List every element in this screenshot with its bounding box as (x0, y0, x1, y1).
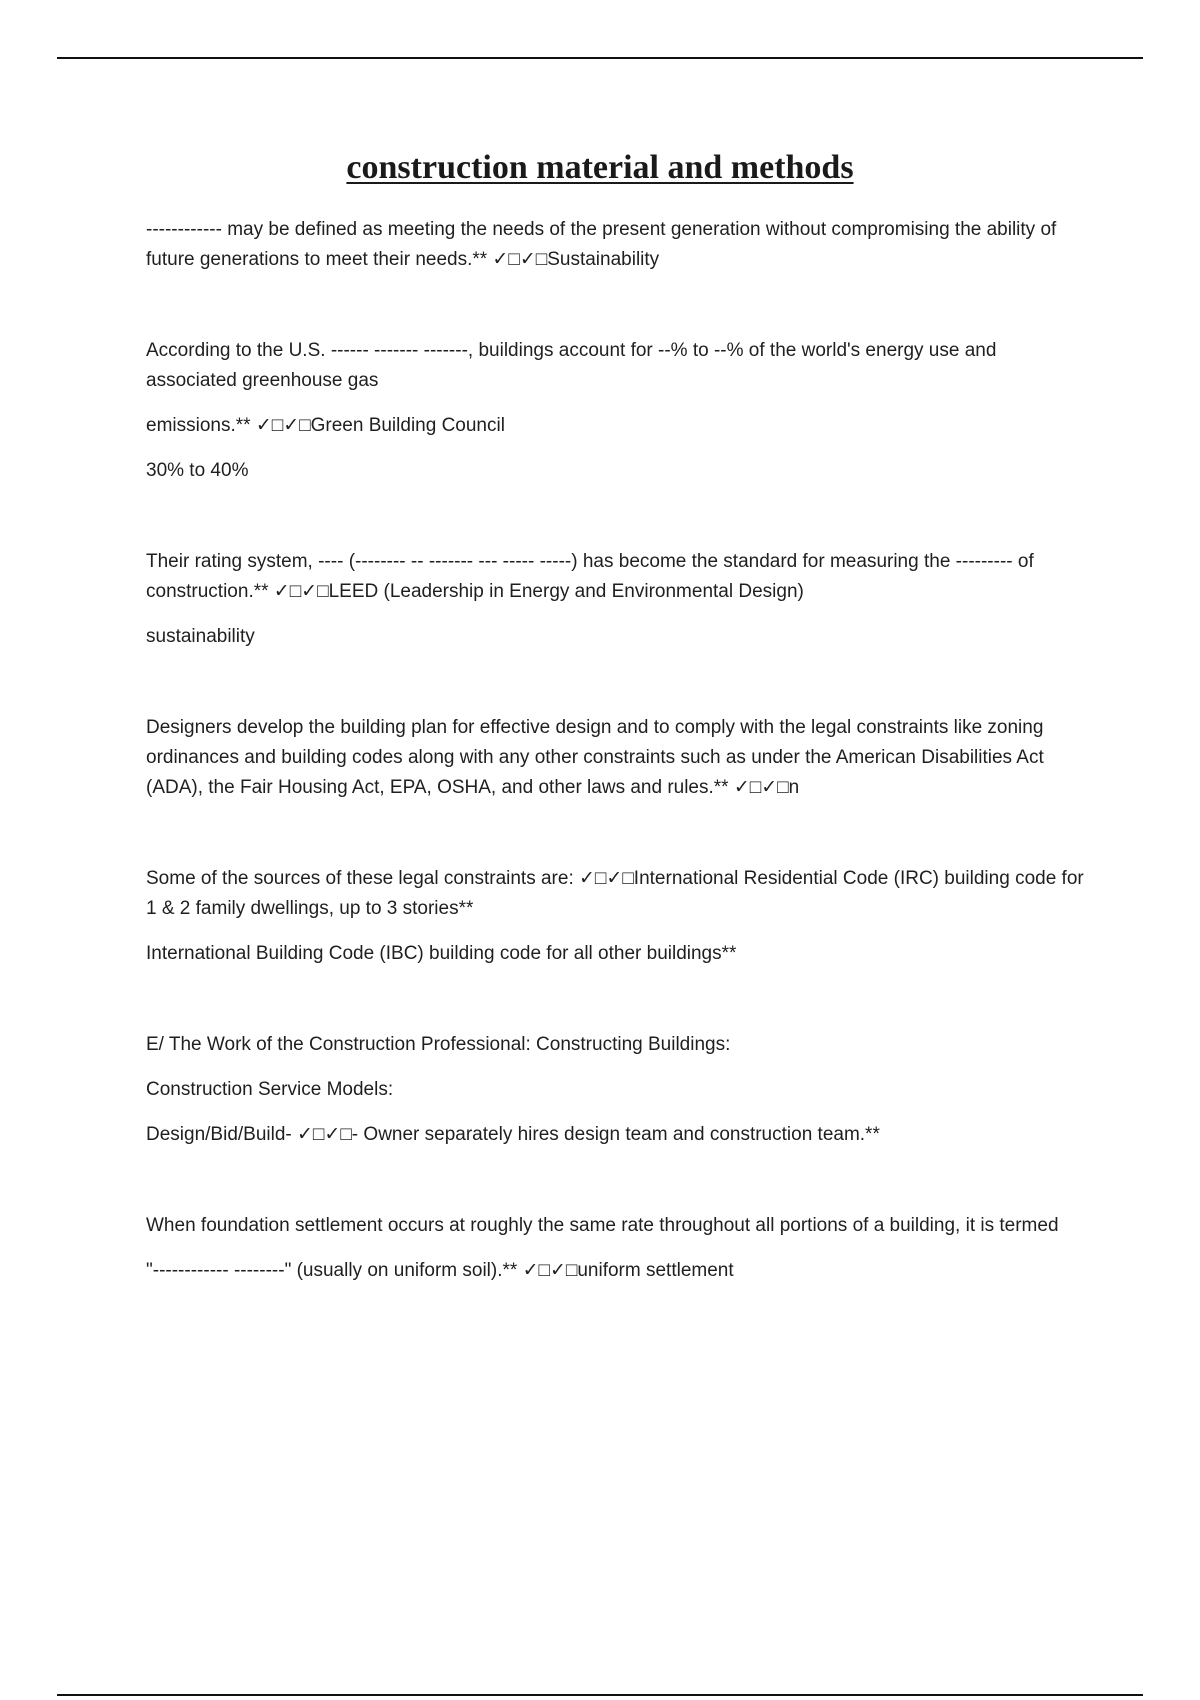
paragraph-sustainability-question: ------------ may be defined as meeting the needs of the present generation without compromising the ability of future generations to meet their needs.** ✓□✓□Sustainability (146, 219, 1057, 270)
paragraph-legal-sources: Some of the sources of these legal constraints are: ✓□✓□International Residential Code (IRC) building code for 1 & 2 family dwellings, up to 3 stories** (146, 868, 1084, 919)
paragraph-design-bid-build: Design/Bid/Build- ✓□✓□- Owner separately hires design team and construction team.** (146, 1124, 880, 1145)
paragraph-leed-question: Their rating system, ---- (-------- -- ------- --- ----- -----) has become the standard for measuring the --------- of construction.** ✓□✓□LEED (Leadership in Energy and Environmental Design) (146, 551, 1034, 602)
paragraph-energy-question: According to the U.S. ------ ------- -------, buildings account for --% to --% of the world's energy use and associated greenhouse gas (146, 340, 997, 391)
paragraph-designers: Designers develop the building plan for effective design and to comply with the legal constraints like zoning ordinances and building codes along with any other constraints such as under the American Disabilities Act (ADA), the Fair Housing Act, EPA, OSHA, and other laws and rules.** ✓□✓□n (146, 717, 1044, 798)
paragraph-section-heading: E/ The Work of the Construction Professional: Constructing Buildings: (146, 1034, 731, 1055)
paragraph-settlement-answer: "------------ --------" (usually on uniform soil).** ✓□✓□uniform settlement (146, 1260, 734, 1281)
paragraph-leed-answer: sustainability (146, 626, 255, 647)
paragraph-energy-answer: emissions.** ✓□✓□Green Building Council (146, 415, 505, 436)
document-title (0, 145, 1200, 191)
paragraph-ibc: International Building Code (IBC) building code for all other buildings** (146, 943, 737, 964)
paragraph-energy-percent: 30% to 40% (146, 460, 249, 481)
paragraph-settlement-question: When foundation settlement occurs at roughly the same rate throughout all portions of a building, it is termed (146, 1215, 1059, 1236)
footer-rule (57, 1694, 1143, 1696)
document-body (146, 215, 1086, 1301)
document-title-text: construction material and methods (346, 149, 854, 186)
header-rule (57, 57, 1143, 59)
paragraph-service-models: Construction Service Models: (146, 1079, 394, 1100)
